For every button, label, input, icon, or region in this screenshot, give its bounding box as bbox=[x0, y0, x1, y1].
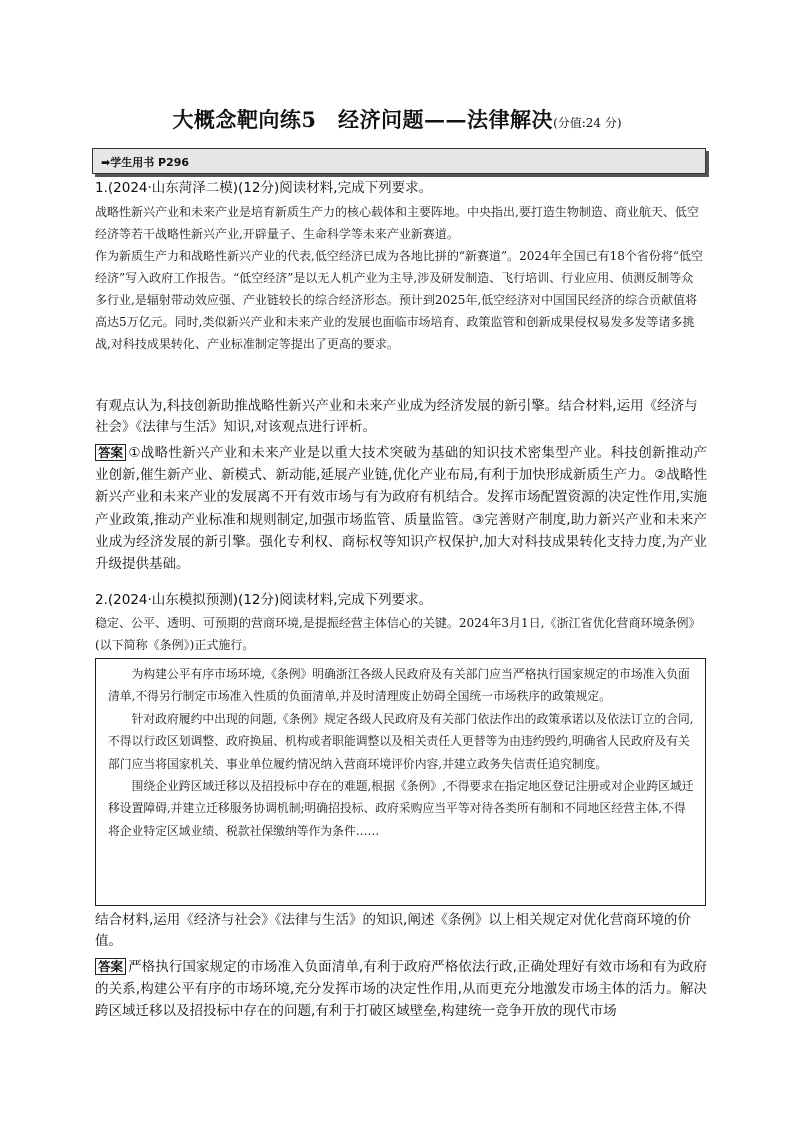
answer-tag: 答案 bbox=[95, 444, 126, 461]
q1-question: 有观点认为,科技创新助推战略性新兴产业和未来产业成为经济发展的新引擎。结合材料,运用《经济与社会》《法律与生活》知识,对该观点进行评析。 bbox=[95, 398, 698, 435]
q1-stem: 1.(2024·山东菏泽二模)(12分)阅读材料,完成下列要求。 bbox=[95, 180, 433, 196]
answer-tag-2: 答案 bbox=[95, 958, 126, 975]
student-book-label: ➡学生用书 P296 bbox=[101, 156, 190, 169]
q2-intro: 稳定、公平、透明、可预期的营商环境,是提振经营主体信心的关键。2024年3月1日,《浙江省优化营商环境条例》(以下简称《条例》)正式施行。 bbox=[95, 616, 701, 652]
q2-box-para-2: 针对政府履约中出现的问题,《条例》规定各级人民政府及有关部门依法作出的政策承诺以及依法订立的合同,不得以行政区划调整、政府换届、机构或者职能调整以及相关责任人更替等为由违约毁约,明确省人民政府及有关部门应当将国家机关、事业单位履约情况纳入营商环境评价内容,并建立政务失信责任追究制度。 bbox=[108, 711, 694, 771]
page-title bbox=[0, 104, 794, 134]
q1-answer bbox=[95, 442, 707, 575]
q2-question: 结合材料,运用《经济与社会》《法律与生活》的知识,阐述《条例》以上相关规定对优化营商环境的价值。 bbox=[95, 912, 691, 949]
q1-material-1: 战略性新兴产业和未来产业是培育新质生产力的核心载体和主要阵地。中央指出,要打造生物制造、商业航天、低空经济等若干战略性新兴产业,开辟量子、生命科学等未来产业新赛道。 bbox=[95, 205, 699, 241]
q2-box-para-3: 围绕企业跨区域迁移以及招投标中存在的难题,根据《条例》,不得要求在指定地区登记注册或对企业跨区域迁移设置障碍,并建立迁移服务协调机制;明确招投标、政府采购应当平等对待各类所有制和不同地区经营主体,不得将企业特定区域业绩、税款社保缴纳等作为条件…… bbox=[108, 779, 694, 838]
title-score: (分值:24 分) bbox=[553, 116, 622, 130]
student-book-band bbox=[92, 148, 706, 174]
q1-material-2: 作为新质生产力和战略性新兴产业的代表,低空经济已成为各地比拼的“新赛道”。2024年全国已有18个省份将“低空经济”写入政府工作报告。“低空经济”是以无人机产业为主导,涉及研发制造、飞行培训、行业应用、侦测反制等众多行业,是辐射带动效应强、产业链较长的综合经济形态。预计到2025年,低空经济对中国国民经济的综合贡献值将高达5万亿元。同时,类似新兴产业和未来产业的发展也面临市场培育、政策监管和创新成果侵权易发多发等诸多挑战,对科技成果转化、产业标准制定等提出了更高的要求。 bbox=[95, 249, 704, 351]
q2-answer-text: 严格执行国家规定的市场准入负面清单,有利于政府严格依法行政,正确处理好有效市场和有为政府的关系,构建公平有序的市场环境,充分发挥市场的决定性作用,从而更充分地激发市场主体的活力。解决跨区域迁移以及招投标中存在的问题,有利于打破区域壁垒,构建统一竞争开放的现代市场 bbox=[95, 959, 707, 1020]
q2-answer bbox=[95, 956, 707, 1023]
q1-answer-text: ①战略性新兴产业和未来产业是以重大技术突破为基础的知识技术密集型产业。科技创新推动产业创新,催生新产业、新模式、新动能,延展产业链,优化产业布局,有利于加快形成新质生产力。②战略性新兴产业和未来产业的发展离不开有效市场与有为政府有机结合。发挥市场配置资源的决定性作用,实施产业政策,推动产业标准和规则制定,加强市场监管、质量监管。③完善财产制度,助力新兴产业和未来产业成为经济发展的新引擎。强化专利权、商标权等知识产权保护,加大对科技成果转化支持力度,为产业升级提供基础。 bbox=[95, 445, 707, 573]
q2-material-box bbox=[95, 658, 706, 906]
q2-stem: 2.(2024·山东模拟预测)(12分)阅读材料,完成下列要求。 bbox=[95, 592, 433, 608]
q2-box-para-1: 为构建公平有序市场环境,《条例》明确浙江各级人民政府及有关部门应当严格执行国家规定的市场准入负面清单,不得另行制定市场准入性质的负面清单,并及时清理废止妨碍全国统一市场秩序的政策规定。 bbox=[108, 667, 690, 704]
title-main: 大概念靶向练5 经济问题——法律解决 bbox=[172, 107, 554, 132]
